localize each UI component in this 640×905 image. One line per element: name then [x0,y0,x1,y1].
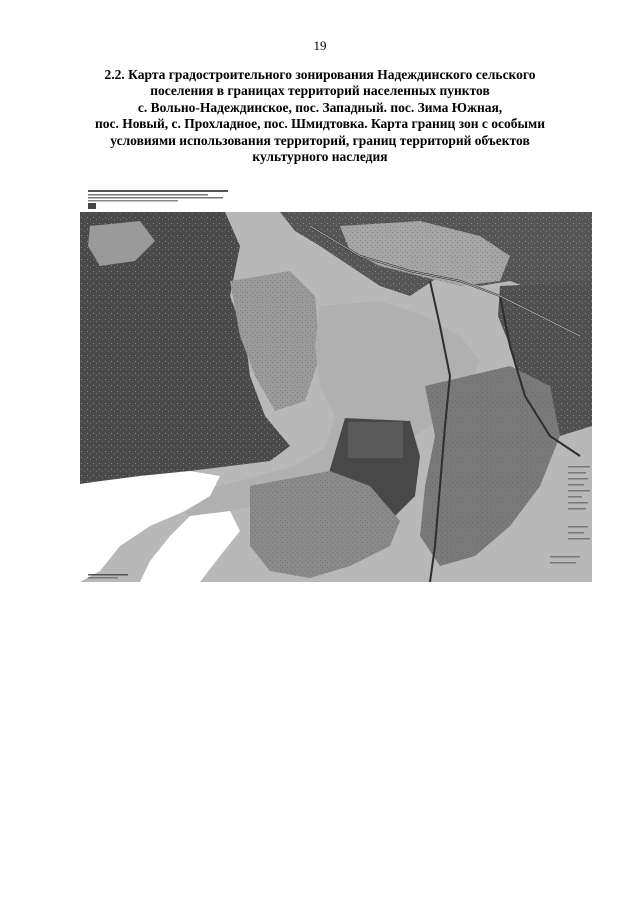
page-number: 19 [313,38,327,53]
heading-line-6: культурного наследия [252,149,388,165]
heading-line-3: с. Вольно-Надеждинское, пос. Западный. пос. Зима Южная, [137,99,503,115]
heading-line-2: поселения в границах территорий населенных пунктов [150,83,490,99]
map-legend-header [88,190,228,209]
heading-line-5: условиями использования территорий, границ территорий объектов [110,132,530,148]
document-heading [60,67,580,165]
heading-line-1: 2.2. Карта градостроительного зонирования Надеждинского сельского [104,67,536,82]
zoning-map-graphic [80,186,592,582]
heading-line-4: пос. Новый, с. Прохладное, пос. Шмидтовка. Карта границ зон с особыми [94,116,546,132]
zoning-map [80,186,592,582]
central-dark-block [348,422,403,458]
